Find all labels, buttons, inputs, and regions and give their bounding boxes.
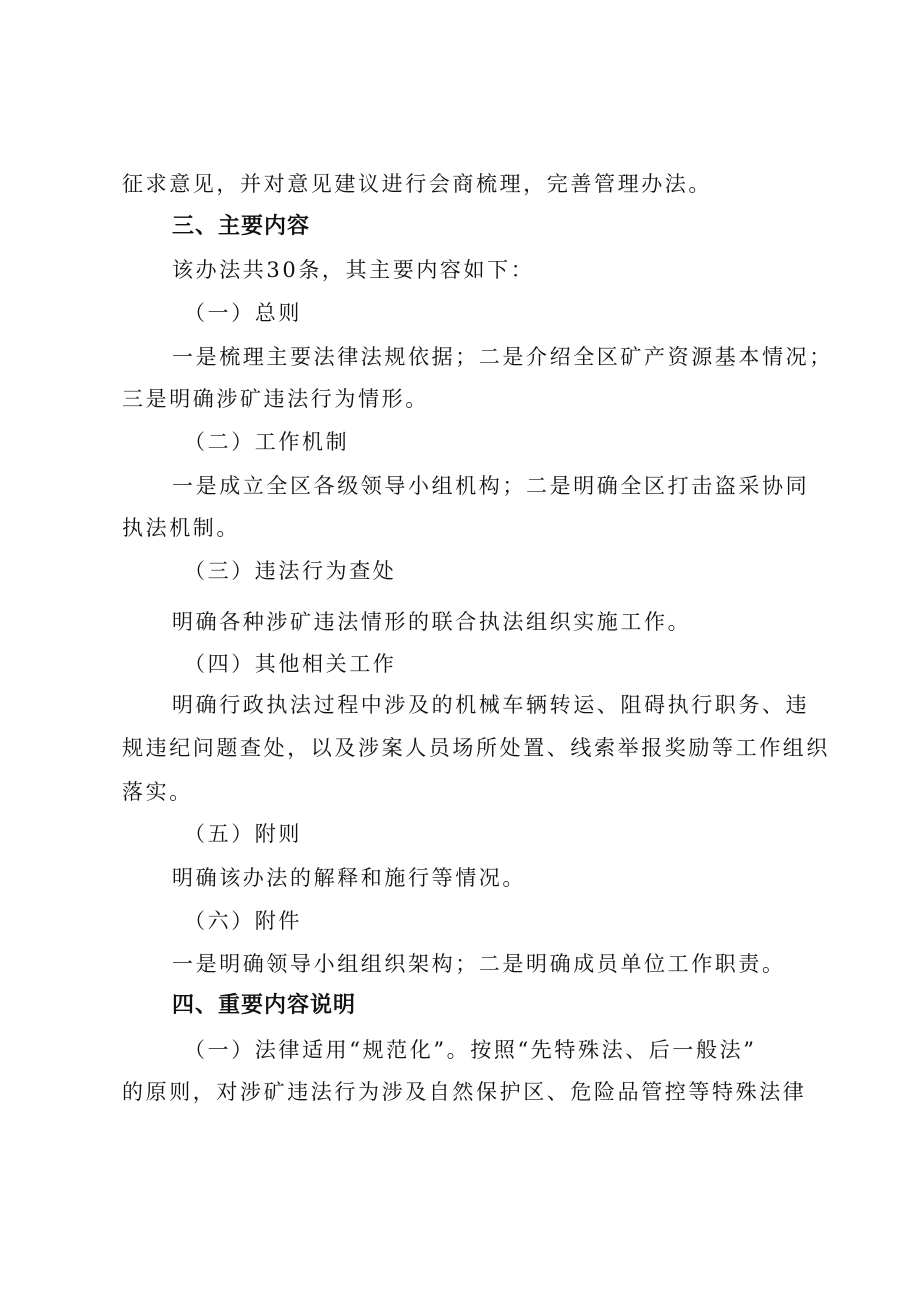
paragraph-line: 明确该办法的解释和施行等情况。: [172, 866, 526, 890]
subsection-heading: （五）附则: [184, 822, 302, 846]
paragraph-line: 一是成立全区各级领导小组机构；二是明确全区打击盗采协同: [172, 474, 810, 498]
subsection-heading: （二）工作机制: [184, 430, 350, 454]
subsection-heading: （三）违法行为查处: [184, 559, 397, 583]
paragraph-line: 一是明确领导小组组织架构；二是明确成员单位工作职责。: [172, 952, 786, 976]
paragraph-line: 明确行政执法过程中涉及的机械车辆转运、阻碍执行职务、违: [172, 693, 810, 717]
paragraph-line: 该办法共30条，其主要内容如下：: [172, 258, 535, 282]
subsection-heading: （四）其他相关工作: [184, 652, 397, 676]
paragraph-line: 三是明确涉矿违法行为情形。: [122, 387, 429, 411]
subsection-heading: （六）附件: [184, 909, 302, 933]
paragraph-line: 一是梳理主要法律法规依据；二是介绍全区矿产资源基本情况；: [172, 345, 833, 369]
paragraph-line: 征求意见，并对意见建议进行会商梳理，完善管理办法。: [122, 172, 712, 196]
paragraph-line: 规违纪问题查处，以及涉案人员场所处置、线索举报奖励等工作组织: [122, 736, 830, 760]
section-heading-key-content: 四、重要内容说明: [172, 993, 357, 1018]
subsection-heading: （一）总则: [184, 301, 302, 325]
section-heading-main-content: 三、主要内容: [172, 214, 311, 239]
paragraph-line: 明确各种涉矿违法情形的联合执法组织实施工作。: [172, 610, 692, 634]
paragraph-line: （一）法律适用“规范化”。按照“先特殊法、后一般法”: [184, 1038, 757, 1062]
paragraph-line: 的原则，对涉矿违法行为涉及自然保护区、危险品管控等特殊法律: [122, 1080, 807, 1104]
paragraph-line: 落实。: [122, 780, 193, 804]
paragraph-line: 执法机制。: [122, 516, 240, 540]
